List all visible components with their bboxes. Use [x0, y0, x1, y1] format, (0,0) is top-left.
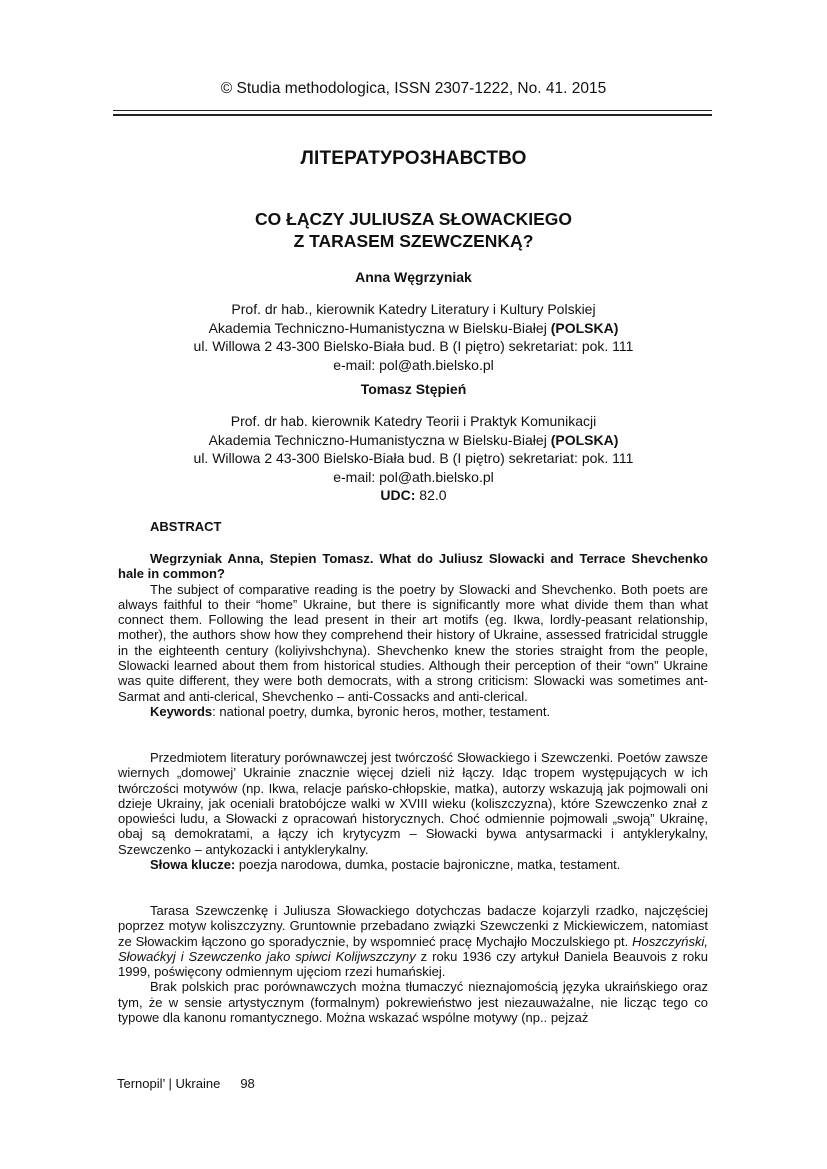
affiliation-email: e-mail: pol@ath.bielsko.pl: [333, 468, 494, 485]
abstract-english: [118, 551, 708, 719]
keywords-text: : national poetry, dumka, byronic heros, mother, testament.: [212, 703, 551, 719]
page-footer: [117, 1076, 275, 1091]
affiliation-line: [0, 431, 827, 450]
udc-value: 82.0: [415, 487, 447, 503]
affiliation-text: Akademia Techniczno-Humanistyczna w Bielsku-Białej: [208, 431, 551, 448]
abstract-en-text: The subject of comparative reading is the poetry by Slowacki and Shevchenko. Both poets are always faithful to their “home” Ukraine, but there is significantly more what divide them than what connect them. Following the lead present in their art motifs (eg. Ikwa, lordly-peasant relationship, mother), the authors show how they comprehend their history of Ukraine, assessed fratricidal struggle in the eighteenth century (koliyivshchyna). Shevchenko knew the stories straight from the people, Slowacki learned about them from historical studies. Although their perception of their “own” Ukraine was quite different, they were both democrats, with a strong criticism: Slowacki was sometimes ant-Sarmat and anti-clerical, Shevchenko – anti-Cossacks and anti-clerical.: [118, 581, 708, 704]
body-paragraph-2: Brak polskich prac porównawczych można tłumaczyć nieznajomością języka ukraińskiego oraz tym, że w sensie artystycznym (formalnym) pokrewieństwo jest niezauważalne, nie licząc tego co typowe dla kanonu romantycznego. Można wskazać wspólne motywy (np.. pejzaż: [118, 979, 708, 1026]
keywords-label-pl: Słowa klucze:: [150, 857, 236, 873]
affiliation-address: ul. Willowa 2 43-300 Bielsko-Biała bud. B (I piętro) sekretariat: pok. 111: [193, 450, 634, 466]
footer-place: Ternopil’ | Ukraine: [117, 1076, 221, 1091]
abstract-en-keywords: [118, 704, 708, 719]
affiliation-email: e-mail: pol@ath.bielsko.pl: [333, 356, 494, 373]
footer-page-number: 98: [240, 1076, 255, 1091]
author-name-2: Tomasz Stępień: [360, 381, 467, 397]
abstract-heading: ABSTRACT: [150, 519, 222, 534]
affiliation-line: [0, 319, 827, 338]
header-rule-thick: [113, 114, 712, 116]
journal-header: © Studia methodologica, ISSN 2307-1222, No. 41. 2015: [220, 80, 607, 97]
author-affiliation-1: [0, 300, 827, 374]
author-affiliation-2: [0, 412, 827, 505]
affiliation-address: ul. Willowa 2 43-300 Bielsko-Biała bud. B (I piętro) sekretariat: pok. 111: [193, 338, 634, 354]
affiliation-line: Prof. dr hab. kierownik Katedry Teorii i Praktyk Komunikacji: [230, 413, 597, 429]
header-rule-thin: [113, 110, 712, 111]
affiliation-text: Akademia Techniczno-Humanistyczna w Bielsku-Białej: [208, 319, 551, 336]
main-body-text: [118, 903, 708, 1025]
keywords-label: Keywords: [150, 703, 213, 719]
body-paragraph-1: [118, 903, 708, 979]
abstract-pl-text: Przedmiotem literatury porównawczej jest twórczość Słowackiego i Szewczenki. Poetów zawsze wiernych „domowej’ Ukrainie znacznie więcej dzieli niż łączy. Idąc tropem występujących w ich twórczości motywów (np. Ikwa, relacje pańsko-chłopskie, matka), autorzy wskazują jak pojmowali oni dzieje Ukrainy, jak oceniali bratobójcze walki w XVIII wieku (koliszczyzna), które Szewczenko znał z opowieści ludu, a Słowacki z opracowań historycznych. Choć odmiennie pojmowali „swoją” Ukrainę, obaj są demokratami, a łączy ich krytycyzm – Słowacki bywa antysarmacki i antyklerykalny, Szewczenko – antykozacki i antyklerykalny.: [118, 750, 708, 857]
author-name-1: Anna Węgrzyniak: [355, 269, 472, 285]
body-p1-text-a: Tarasa Szewczenkę i Juliusza Słowackiego dotychczas badacze kojarzyli rzadko, najczęściej poprzez motyw koliszczyzny. Gruntownie przebadano związki Szewczenki z Mickiewiczem, natomiast ze Słowackim łączono go sporadycznie, by wspomnieć pracę Mychajło Moczulskiego pt.: [118, 903, 708, 949]
article-title-line-1: CO ŁĄCZY JULIUSZA SŁOWACKIEGO: [255, 209, 572, 229]
body-p1-text-b: z roku 1936 czy artykuł Daniela Beauvois z roku 1999, poświęcony odmiennym ujęciom rzezi humańskiej.: [118, 948, 708, 980]
article-title: [0, 208, 827, 252]
abstract-pl-keywords: [118, 857, 708, 872]
abstract-en-title-text: Wegrzyniak Anna, Stepien Tomasz. What do Juliusz Slowacki and Terrace Shevchenko hale in common?: [118, 551, 708, 582]
abstract-polish: [118, 750, 708, 872]
affiliation-country: (POLSKA): [550, 431, 619, 448]
affiliation-line: Prof. dr hab., kierownik Katedry Literatury i Kultury Polskiej: [231, 301, 596, 317]
affiliation-country: (POLSKA): [550, 319, 619, 336]
abstract-en-title: [118, 551, 708, 582]
keywords-text-pl: poezja narodowa, dumka, postacie bajroniczne, matka, testament.: [235, 857, 621, 873]
body-p1-italic-title: Hoszczyński, Słowaćkyj i Szewczenko jako spiwci Kolijwszczyny: [118, 933, 708, 964]
article-title-line-2: Z TARASEM SZEWCZENKĄ?: [293, 231, 534, 251]
udc-line: [0, 486, 827, 505]
section-title: ЛІТЕРАТУРОЗНАВСТВО: [300, 148, 527, 169]
udc-label: UDC:: [380, 487, 416, 503]
